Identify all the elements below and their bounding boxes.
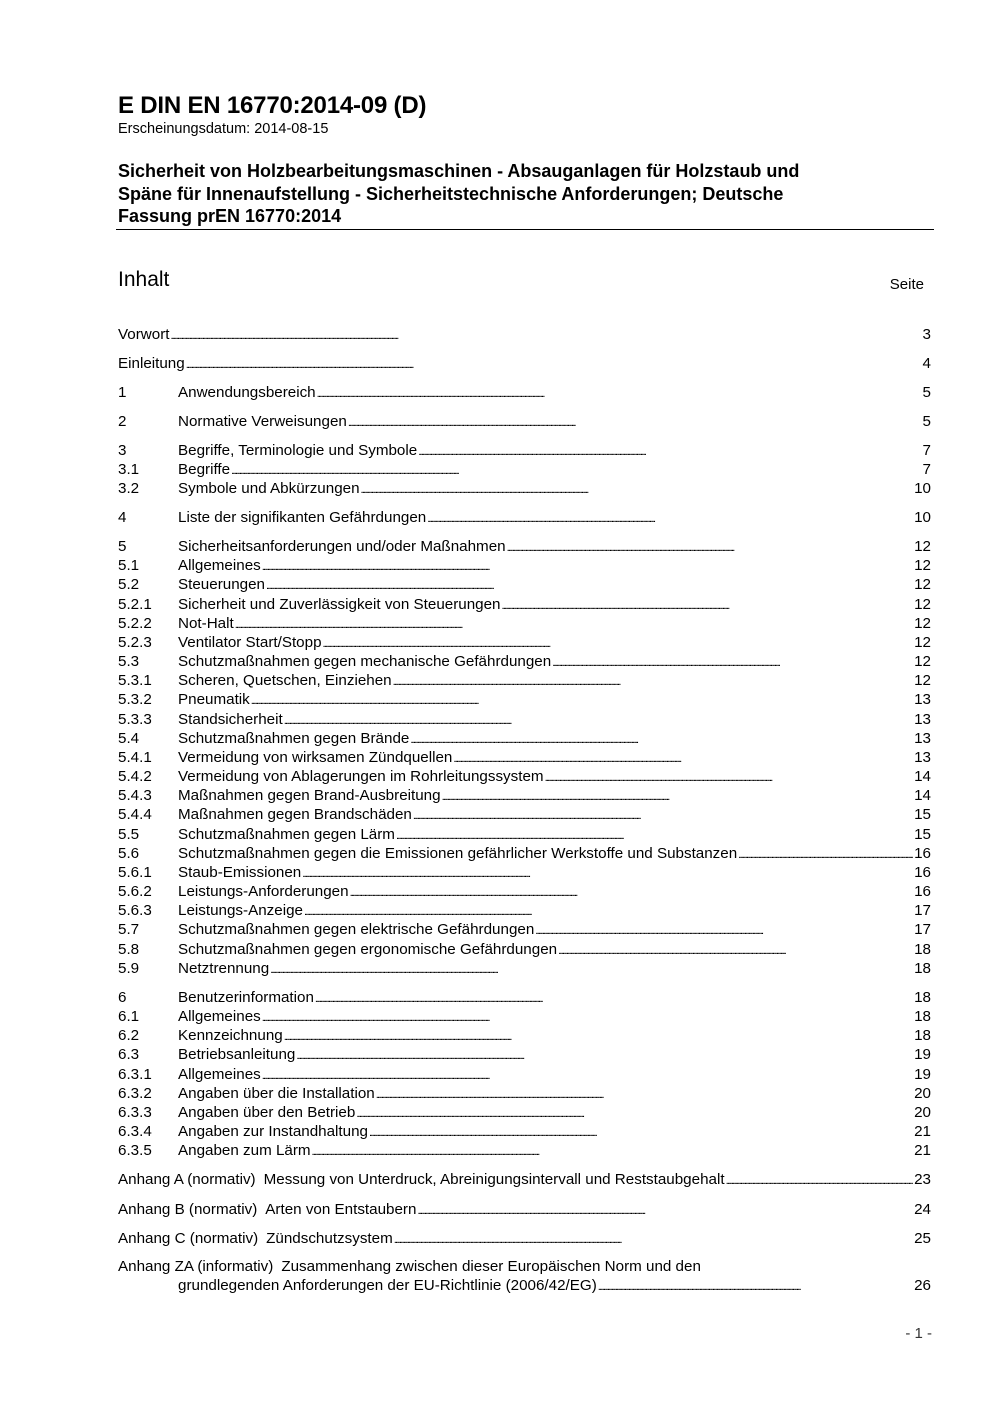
dot-leader — [270, 959, 913, 980]
toc-entry[interactable] — [118, 1026, 931, 1046]
toc-entry-title: Leistungs-Anzeige — [178, 902, 303, 919]
toc-entry-number: 5.4.1 — [118, 749, 152, 766]
toc-entry-number: 5.2.2 — [118, 615, 152, 632]
toc-entry[interactable] — [118, 920, 931, 940]
toc-entry-title: Arten von Entstaubern — [265, 1201, 417, 1218]
dot-leader — [394, 1229, 913, 1250]
dot-leader — [317, 383, 922, 404]
toc-entry-title: Maßnahmen gegen Brand-Ausbreitung — [178, 787, 441, 804]
toc-entry-page: 5 — [922, 413, 931, 430]
toc-entry-title: Sicherheit und Zuverlässigkeit von Steuerungen — [178, 596, 501, 613]
toc-entry[interactable] — [118, 959, 931, 979]
toc-entry[interactable] — [118, 556, 931, 576]
toc-entry-number: 5.6 — [118, 845, 140, 862]
document-title — [118, 160, 918, 228]
toc-entry-title: Maßnahmen gegen Brandschäden — [178, 806, 412, 823]
toc-entry-title: Staub-Emissionen — [178, 864, 302, 881]
toc-entry-number: 5.4 — [118, 730, 140, 747]
toc-entry[interactable] — [118, 441, 931, 461]
toc-entry-number: 5.4.3 — [118, 787, 152, 804]
dot-leader — [507, 537, 914, 558]
toc-annex-entry[interactable] — [118, 1229, 931, 1249]
toc-entry-number: 5.3.1 — [118, 672, 152, 689]
toc-entry[interactable] — [118, 901, 931, 921]
toc-entry-title: Zusammenhang zwischen dieser Europäischen Norm und den — [281, 1258, 701, 1275]
toc-annex-entry[interactable] — [118, 1257, 931, 1277]
dot-leader — [266, 575, 913, 596]
toc-entry[interactable] — [118, 354, 931, 374]
toc-entry-number: 6.2 — [118, 1027, 140, 1044]
toc-entry-page: 16 — [914, 864, 931, 881]
toc-entry-page: 12 — [914, 672, 931, 689]
toc-entry-title: Vermeidung von Ablagerungen im Rohrleitungssystem — [178, 768, 544, 785]
toc-entry-number: 6.3.5 — [118, 1142, 152, 1159]
toc-entry-title: Pneumatik — [178, 691, 250, 708]
toc-entry-page: 18 — [914, 1027, 931, 1044]
toc-entry-number: 5.3.2 — [118, 691, 152, 708]
toc-entry-number: 5.3.3 — [118, 711, 152, 728]
toc-entry-page: 23 — [914, 1171, 931, 1188]
dot-leader — [558, 940, 913, 961]
dot-leader — [361, 479, 914, 500]
toc-entry-title: Benutzerinformation — [178, 989, 314, 1006]
toc-annex-entry[interactable] — [118, 1200, 931, 1220]
toc-entry-number: 5.2.3 — [118, 634, 152, 651]
toc-entry[interactable] — [118, 988, 931, 1008]
toc-entry-number: 5.5 — [118, 826, 140, 843]
toc-entry-number: 6.1 — [118, 1008, 140, 1025]
dot-leader — [235, 614, 913, 635]
dot-leader — [302, 863, 913, 884]
toc-entry-page: 10 — [914, 480, 931, 497]
toc-entry-title: Begriffe — [178, 461, 231, 478]
toc-entry-page: 17 — [914, 921, 931, 938]
dot-leader — [453, 748, 913, 769]
toc-entry[interactable] — [118, 1122, 931, 1142]
toc-entry[interactable] — [118, 537, 931, 557]
dot-leader — [442, 786, 914, 807]
toc-entry-title: Steuerungen — [178, 576, 265, 593]
toc-annex-entry[interactable] — [118, 1170, 931, 1190]
page-column-label: Seite — [889, 276, 924, 293]
dot-leader — [417, 1200, 913, 1221]
toc-entry[interactable] — [118, 508, 931, 528]
toc-entry-title: Schutzmaßnahmen gegen mechanische Gefährdungen — [178, 653, 552, 670]
toc-entry[interactable] — [118, 652, 931, 672]
toc-entry-number: 5.7 — [118, 921, 140, 938]
annex-label: Anhang B (normativ) — [118, 1201, 258, 1218]
dot-leader — [296, 1045, 913, 1066]
dot-leader — [356, 1103, 913, 1124]
toc-entry-title: Zündschutzsystem — [266, 1230, 393, 1247]
dot-leader — [262, 556, 913, 577]
toc-entry-page: 26 — [914, 1277, 931, 1294]
toc-entry-page: 13 — [914, 749, 931, 766]
toc-entry-page: 3 — [922, 326, 931, 343]
toc-entry-page: 14 — [914, 787, 931, 804]
toc-entry-title: Schutzmaßnahmen gegen elektrische Gefährdungen — [178, 921, 535, 938]
dot-leader — [726, 1170, 914, 1191]
toc-entry-number: 5.6.3 — [118, 902, 152, 919]
toc-entry-title: Netztrennung — [178, 960, 270, 977]
toc-entry-page: 13 — [914, 711, 931, 728]
toc-entry[interactable] — [118, 786, 931, 806]
toc-entry-number: 5.8 — [118, 941, 140, 958]
toc-entry-number: 4 — [118, 509, 127, 526]
toc-entry-title: Standsicherheit — [178, 711, 283, 728]
dot-leader — [545, 767, 914, 788]
toc-entry-number: 6 — [118, 989, 127, 1006]
toc-entry-page: 15 — [914, 806, 931, 823]
toc-entry-title: Sicherheitsanforderungen und/oder Maßnahmen — [178, 538, 506, 555]
toc-entry[interactable] — [118, 614, 931, 634]
toc-entry-title: Angaben über den Betrieb — [178, 1104, 356, 1121]
toc-entry-number: 5.4.4 — [118, 806, 152, 823]
toc-entry-number: 5.1 — [118, 557, 140, 574]
toc-entry-title: Vorwort — [118, 326, 170, 343]
dot-leader — [413, 805, 913, 826]
toc-entry-title: Anwendungsbereich — [178, 384, 316, 401]
dot-leader — [323, 633, 914, 654]
dot-leader — [376, 1084, 913, 1105]
dot-leader — [348, 412, 922, 433]
toc-entry-title: grundlegenden Anforderungen der EU-Richtlinie (2006/42/EG) — [178, 1277, 597, 1294]
document-id: E DIN EN 16770:2014-09 (D) — [118, 92, 427, 119]
toc-entry-title: Not-Halt — [178, 615, 234, 632]
toc-entry-title: Symbole und Abkürzungen — [178, 480, 360, 497]
dot-leader — [427, 508, 913, 529]
toc-annex-entry-continued[interactable] — [178, 1276, 931, 1296]
dot-leader — [552, 652, 913, 673]
dot-leader — [738, 844, 913, 865]
toc-entry[interactable] — [118, 1141, 931, 1161]
toc-entry-title: Begriffe, Terminologie und Symbole — [178, 442, 418, 459]
toc-entry-title: Einleitung — [118, 355, 185, 372]
toc-entry[interactable] — [118, 460, 931, 480]
toc-entry-number: 2 — [118, 413, 127, 430]
toc-entry-title: Liste der signifikanten Gefährdungen — [178, 509, 427, 526]
toc-entry[interactable] — [118, 1103, 931, 1123]
toc-entry[interactable] — [118, 729, 931, 749]
toc-entry-number: 3 — [118, 442, 127, 459]
toc-entry[interactable] — [118, 633, 931, 653]
toc-entry-title: Betriebsanleitung — [178, 1046, 296, 1063]
dot-leader — [410, 729, 913, 750]
dot-leader — [315, 988, 913, 1009]
toc-entry[interactable] — [118, 1045, 931, 1065]
dot-leader — [502, 595, 914, 616]
toc-entry-number: 5.6.1 — [118, 864, 152, 881]
toc-entry-number: 5.3 — [118, 653, 140, 670]
toc-entry[interactable] — [118, 1007, 931, 1027]
toc-entry-page: 14 — [914, 768, 931, 785]
toc-entry-title: Scheren, Quetschen, Einziehen — [178, 672, 392, 689]
toc-entry-page: 25 — [914, 1230, 931, 1247]
toc-entry-number: 3.1 — [118, 461, 140, 478]
toc-entry-page: 13 — [914, 730, 931, 747]
toc-entry-title: Messung von Unterdruck, Abreinigungsintervall und Reststaubgehalt — [263, 1171, 725, 1188]
toc-entry-number: 1 — [118, 384, 127, 401]
toc-entry-page: 18 — [914, 960, 931, 977]
toc-entry[interactable] — [118, 479, 931, 499]
toc-entry-page: 12 — [914, 557, 931, 574]
toc-entry[interactable] — [118, 767, 931, 787]
toc-entry-title: Angaben zum Lärm — [178, 1142, 311, 1159]
toc-entry[interactable] — [118, 595, 931, 615]
toc-entry-title: Leistungs-Anforderungen — [178, 883, 349, 900]
toc-entry-title: Schutzmaßnahmen gegen die Emissionen gefährlicher Werkstoffe und Substanzen — [178, 845, 738, 862]
dot-leader — [262, 1007, 913, 1028]
dot-leader — [304, 901, 913, 922]
toc-entry[interactable] — [118, 325, 931, 345]
toc-entry[interactable] — [118, 844, 931, 864]
toc-entry-number: 6.3.4 — [118, 1123, 152, 1140]
dot-leader — [393, 671, 913, 692]
annex-label: Anhang C (normativ) — [118, 1230, 259, 1247]
toc-entry[interactable] — [118, 940, 931, 960]
toc-entry-page: 13 — [914, 691, 931, 708]
toc-entry-page: 19 — [914, 1066, 931, 1083]
toc-entry-number: 5.6.2 — [118, 883, 152, 900]
dot-leader — [186, 354, 922, 375]
toc-entry[interactable] — [118, 383, 931, 403]
toc-entry-number: 6.3.3 — [118, 1104, 152, 1121]
toc-entry-page: 12 — [914, 596, 931, 613]
toc-entry[interactable] — [118, 690, 931, 710]
toc-entry-title: Vermeidung von wirksamen Zündquellen — [178, 749, 453, 766]
dot-leader — [251, 690, 913, 711]
toc-entry-page: 15 — [914, 826, 931, 843]
dot-leader — [598, 1276, 913, 1297]
toc-entry-title: Schutzmaßnahmen gegen Brände — [178, 730, 410, 747]
toc-entry[interactable] — [118, 710, 931, 730]
dot-leader — [171, 325, 922, 346]
dot-leader — [284, 710, 913, 731]
toc-entry-number: 6.3.2 — [118, 1085, 152, 1102]
toc-entry-page: 24 — [914, 1201, 931, 1218]
dot-leader — [350, 882, 914, 903]
publication-date: Erscheinungsdatum: 2014-08-15 — [118, 121, 329, 137]
toc-entry[interactable] — [118, 882, 931, 902]
toc-entry-page: 12 — [914, 615, 931, 632]
annex-label: Anhang A (normativ) — [118, 1171, 256, 1188]
toc-entry-page: 4 — [922, 355, 931, 372]
toc-entry-number: 6.3 — [118, 1046, 140, 1063]
annex-label: Anhang ZA (informativ) — [118, 1258, 274, 1275]
toc-entry-number: 5.2.1 — [118, 596, 152, 613]
dot-leader — [535, 920, 913, 941]
toc-entry-page: 10 — [914, 509, 931, 526]
toc-entry-page: 12 — [914, 576, 931, 593]
toc-entry-page: 12 — [914, 634, 931, 651]
toc-entry-page: 5 — [922, 384, 931, 401]
dot-leader — [312, 1141, 914, 1162]
toc-entry-page: 16 — [914, 845, 931, 862]
toc-entry-title: Schutzmaßnahmen gegen ergonomische Gefährdungen — [178, 941, 558, 958]
toc-entry-page: 16 — [914, 883, 931, 900]
toc-entry-title: Ventilator Start/Stopp — [178, 634, 322, 651]
toc-entry-page: 18 — [914, 989, 931, 1006]
toc-entry-title: Allgemeines — [178, 1008, 261, 1025]
toc-entry-title: Schutzmaßnahmen gegen Lärm — [178, 826, 395, 843]
toc-entry-number: 5.9 — [118, 960, 140, 977]
dot-leader — [262, 1065, 913, 1086]
toc-entry-title: Normative Verweisungen — [178, 413, 347, 430]
toc-entry-page: 7 — [922, 442, 931, 459]
title-line: Späne für Innenaufstellung - Sicherheitstechnische Anforderungen; Deutsche — [118, 183, 784, 204]
toc-entry-number: 5.4.2 — [118, 768, 152, 785]
toc-entry-page: 20 — [914, 1085, 931, 1102]
toc-entry-page: 12 — [914, 538, 931, 555]
toc-entry[interactable] — [118, 1084, 931, 1104]
toc-entry-number: 3.2 — [118, 480, 140, 497]
toc-entry[interactable] — [118, 825, 931, 845]
toc-entry-title: Allgemeines — [178, 557, 261, 574]
toc-entry-page: 20 — [914, 1104, 931, 1121]
dot-leader — [284, 1026, 913, 1047]
dot-leader — [231, 460, 921, 481]
toc-entry-title: Allgemeines — [178, 1066, 261, 1083]
toc-entry-page: 12 — [914, 653, 931, 670]
toc-entry-page: 21 — [914, 1123, 931, 1140]
dot-leader — [396, 825, 913, 846]
toc-entry[interactable] — [118, 412, 931, 432]
toc-entry[interactable] — [118, 805, 931, 825]
page-number: - 1 - — [905, 1325, 932, 1342]
toc-entry-page: 18 — [914, 1008, 931, 1025]
toc-entry-title: Kennzeichnung — [178, 1027, 283, 1044]
toc-entry-number: 5 — [118, 538, 127, 555]
toc-heading: Inhalt — [118, 268, 170, 291]
toc-entry-page: 7 — [922, 461, 931, 478]
dot-leader — [369, 1122, 913, 1143]
toc-entry[interactable] — [118, 671, 931, 691]
toc-entry-page: 18 — [914, 941, 931, 958]
title-divider — [116, 229, 934, 230]
toc-entry[interactable] — [118, 863, 931, 883]
toc-entry-page: 21 — [914, 1142, 931, 1159]
dot-leader — [418, 441, 921, 462]
title-line: Fassung prEN 16770:2014 — [118, 206, 342, 226]
toc-entry-number: 6.3.1 — [118, 1066, 152, 1083]
toc-entry[interactable] — [118, 575, 931, 595]
toc-entry-page: 19 — [914, 1046, 931, 1063]
toc-entry-title: Angaben zur Instandhaltung — [178, 1123, 368, 1140]
title-line: Sicherheit von Holzbearbeitungsmaschinen - Absauganlagen für Holzstaub und — [118, 161, 800, 181]
toc-entry-title: Angaben über die Installation — [178, 1085, 375, 1102]
toc-entry-page: 17 — [914, 902, 931, 919]
toc-entry[interactable] — [118, 1065, 931, 1085]
toc-entry[interactable] — [118, 748, 931, 768]
toc-entry-number: 5.2 — [118, 576, 140, 593]
